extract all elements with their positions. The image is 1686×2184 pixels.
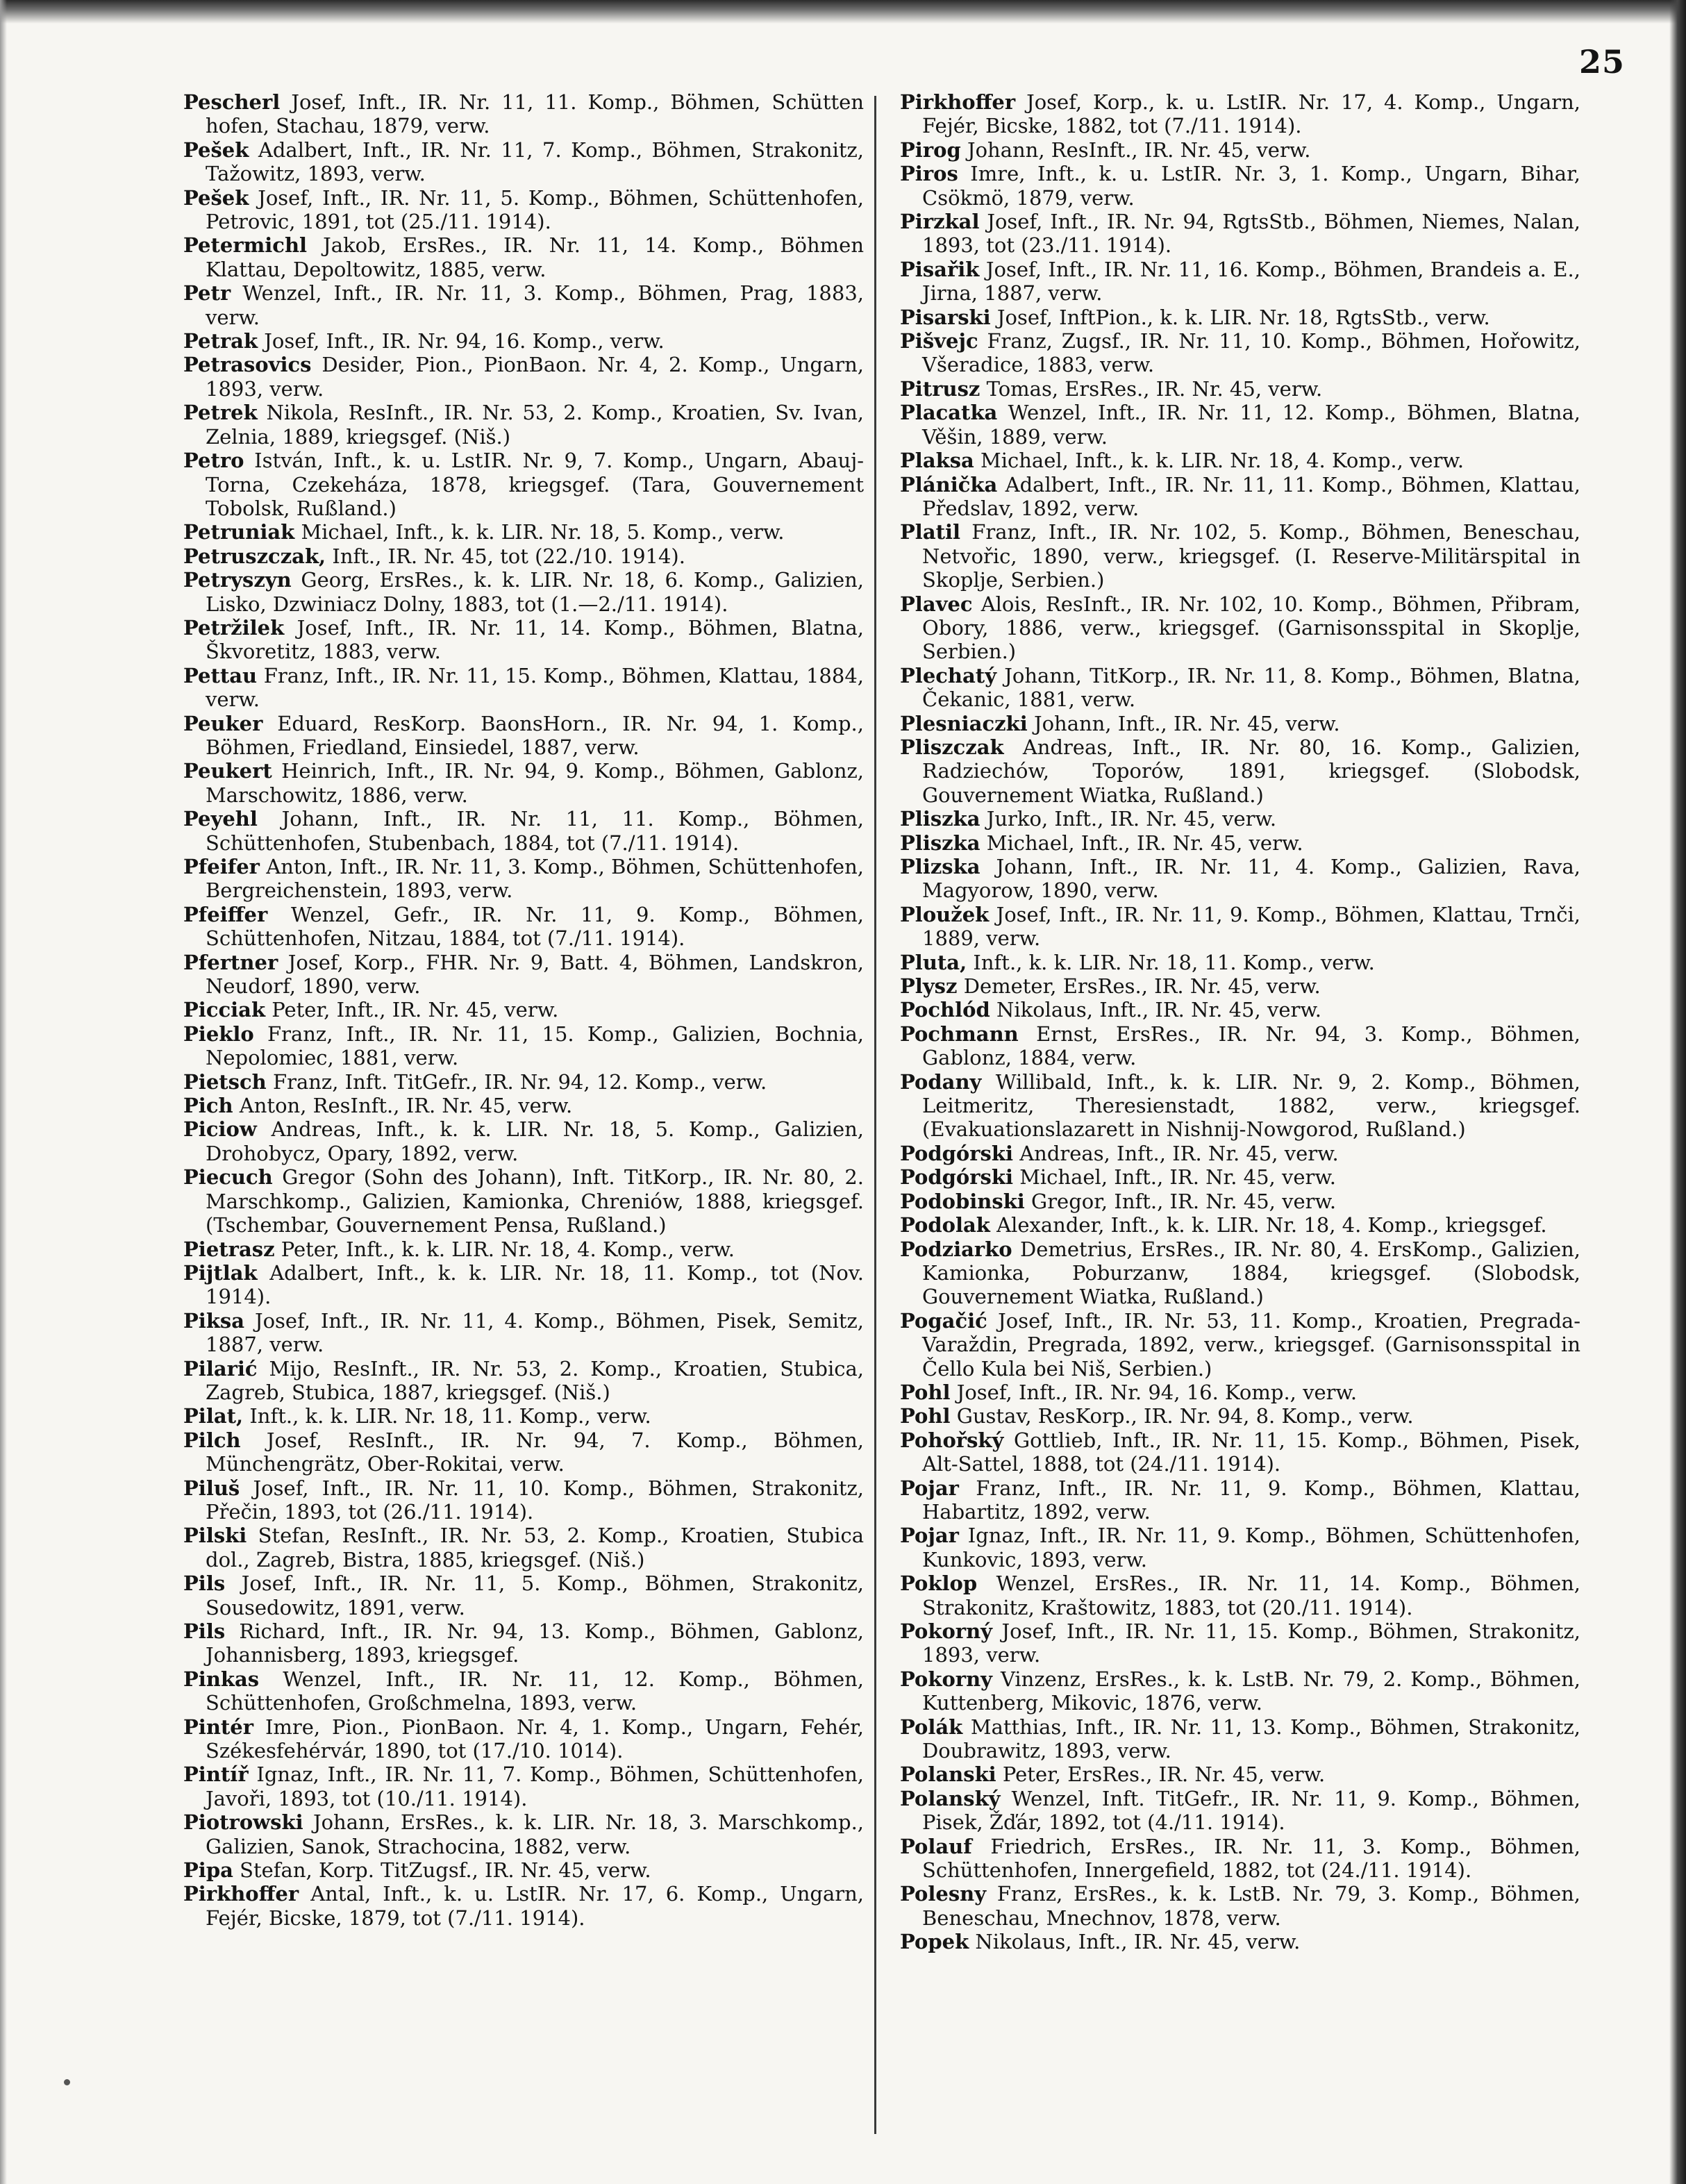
entry-details: Franz, Inft., IR. Nr. 11, 15. Komp., Böhmen, Klattau, 1884, verw. [206,663,865,712]
entry-details: Josef, Inft., IR. Nr. 11, 15. Komp., Böhmen, Strakonitz, 1893, verw. [922,1619,1580,1667]
entry-surname: Pogačić [900,1308,987,1333]
entry-details: Andreas, Inft., IR. Nr. 80, 16. Komp., Galizien, Radziechów, Toporów, 1891, kriegsgef. (Slobodsk, Gouvernement Wiatka, Rußland.) [922,735,1580,807]
entry-surname: Petro [183,449,244,473]
entry-surname: Pliszczak [900,735,1004,759]
entry-details: Georg, ErsRes., k. k. LIR. Nr. 18, 6. Komp., Galizien, Lisko, Dzwiniacz Dolny, 1883, tot (1.—2./11. 1914). [206,568,865,616]
entry-surname: Pešek [183,185,249,210]
entry-surname: Pijtlak [183,1260,258,1285]
entry-details: Alois, ResInft., IR. Nr. 102, 10. Komp., Böhmen, Přibram, Obory, 1886, verw., kriegsgef. (Garnisonsspital in Skoplje, Serbien.) [922,592,1580,664]
entry-details: Peter, ErsRes., IR. Nr. 45, verw. [1002,1762,1326,1787]
entry-surname: Piluš [183,1476,240,1500]
entry-details: Demetrius, ErsRes., IR. Nr. 80, 4. ErsKomp., Galizien, Kamionka, Poburzanw, 1884, kriegsgef. (Slobodsk, Gouvernement Wiatka, Rußland.) [922,1237,1580,1309]
entry-surname: Pojar [900,1476,959,1500]
entry-details: Richard, Inft., IR. Nr. 94, 13. Komp., Böhmen, Gablonz, Johannisberg, 1893, kriegsgef. [206,1619,864,1667]
register-entry [183,1715,864,1763]
entry-details: Josef, Inft., IR. Nr. 94, 16. Komp., verw. [956,1380,1358,1404]
left-column [183,90,864,1930]
register-entry [183,1117,864,1165]
entry-details: Wenzel, Inft., IR. Nr. 11, 12. Komp., Böhmen, Blatna, Věšin, 1889, verw. [922,401,1580,449]
entry-details: Gustav, ResKorp., IR. Nr. 94, 8. Komp., verw. [956,1404,1414,1428]
register-entry [183,353,864,401]
entry-surname: Pochmann [900,1022,1019,1046]
entry-details: Wenzel, Inft., IR. Nr. 11, 3. Komp., Böhmen, Prag, 1883, verw. [206,281,864,329]
entry-details: Andreas, Inft., k. k. LIR. Nr. 18, 5. Komp., Galizien, Drohobycz, Opary, 1892, verw. [206,1117,865,1165]
entry-surname: Peuker [183,711,263,735]
entry-surname: Pintér [183,1715,254,1739]
register-entry [900,1428,1580,1476]
register-entry [900,1572,1580,1619]
entry-surname: Pliszka [900,807,980,831]
register-entry [900,306,1580,329]
entry-surname: Pintíř [183,1762,249,1787]
entry-surname: Piecuch [183,1165,273,1190]
entry-surname: Pich [183,1094,233,1118]
register-entry [183,186,864,234]
register-entry [900,401,1580,449]
entry-surname: Pirzkal [900,210,980,234]
register-entry [900,1762,1580,1786]
entry-details: Gottlieb, Inft., IR. Nr. 11, 15. Komp., Böhmen, Pisek, Alt-Sattel, 1888, tot (24./11. 1914). [922,1428,1580,1476]
register-entry [900,1309,1580,1381]
column-divider [874,96,876,2134]
entry-surname: Pils [183,1619,226,1643]
entry-surname: Podolak [900,1213,990,1237]
entry-surname: Pojar [900,1524,959,1548]
entry-details: Eduard, ResKorp. BaonsHorn., IR. Nr. 94, 1. Komp., Böhmen, Friedland, Einsiedel, 1887, verw. [206,711,864,759]
entry-details: Josef, Inft., IR. Nr. 11, 14. Komp., Böhmen, Blatna, Škvoretitz, 1883, verw. [206,615,864,664]
entry-surname: Pirog [900,137,961,162]
register-entry [900,1787,1580,1835]
entry-surname: Peyehl [183,807,258,831]
register-entry [900,592,1580,664]
entry-surname: Polanski [900,1762,996,1787]
entry-surname: Picciak [183,998,266,1022]
entry-surname: Pokorny [900,1667,993,1691]
entry-surname: Pipa [183,1858,233,1883]
entry-details: Wenzel, Gefr., IR. Nr. 11, 9. Komp., Böhmen, Schüttenhofen, Nitzau, 1884, tot (7./11. 1914). [206,902,865,951]
entry-surname: Pluta, [900,950,967,974]
entry-details: Nikolaus, Inft., IR. Nr. 45, verw. [996,998,1321,1022]
register-entry [900,735,1580,807]
entry-details: Matthias, Inft., IR. Nr. 11, 13. Komp., Böhmen, Strakonitz, Doubrawitz, 1893, verw. [922,1715,1580,1763]
entry-details: Gregor, Inft., IR. Nr. 45, verw. [1031,1189,1337,1213]
entry-details: Jurko, Inft., IR. Nr. 45, verw. [986,807,1277,831]
entry-surname: Petrak [183,329,258,353]
entry-surname: Peukert [183,759,272,783]
register-entry [900,449,1580,472]
register-entry [183,138,864,186]
register-entry [183,401,864,449]
entry-surname: Podziarko [900,1237,1012,1261]
entry-details: Friedrich, ErsRes., IR. Nr. 11, 3. Komp., Böhmen, Schüttenhofen, Innergefield, 1882, tot (24./11. 1914). [922,1834,1581,1883]
entry-surname: Polauf [900,1834,972,1858]
register-entry [183,998,864,1022]
entry-details: Mijo, ResInft., IR. Nr. 53, 2. Komp., Kroatien, Stubica, Zagreb, Stubica, 1887, kriegsgef. (Niš.) [206,1356,865,1404]
register-entry [900,473,1580,521]
register-entry [183,712,864,760]
entry-details: Franz, ErsRes., k. k. LstB. Nr. 79, 3. Komp., Böhmen, Beneschau, Mnechnov, 1878, verw. [922,1882,1580,1930]
entry-details: Josef, Korp., k. u. LstIR. Nr. 17, 4. Komp., Ungarn, Fejér, Bicske, 1882, tot (7./11. 1914). [922,90,1581,138]
entry-details: Josef, Inft., IR. Nr. 53, 11. Komp., Kroatien, Pregrada-Varaždin, Pregrada, 1892, verw., kriegsgef. (Garnisonsspital in Čello Kula bei Niš, Serbien.) [922,1308,1580,1381]
entry-surname: Pilch [183,1428,241,1452]
entry-details: Inft., k. k. LIR. Nr. 18, 11. Komp., verw. [249,1404,651,1428]
register-entry [183,759,864,807]
register-entry [900,520,1580,592]
entry-details: Demeter, ErsRes., IR. Nr. 45, verw. [963,974,1321,999]
register-entry [900,831,1580,855]
scan-edge-right [1669,0,1686,2184]
register-entry [900,974,1580,998]
entry-surname: Polák [900,1715,963,1739]
register-entry [183,544,864,568]
register-entry [900,1381,1580,1404]
entry-surname: Pinkas [183,1667,260,1691]
entry-details: Wenzel, ErsRes., IR. Nr. 11, 14. Komp., Böhmen, Strakonitz, Kraštowitz, 1883, tot (20./11. 1914). [922,1572,1581,1619]
right-column [900,90,1580,1954]
entry-details: Michael, Inft., k. k. LIR. Nr. 18, 4. Komp., verw. [980,449,1464,473]
entry-surname: Pettau [183,663,258,687]
entry-details: Adalbert, Inft., k. k. LIR. Nr. 18, 11. Komp., tot (Nov. 1914). [206,1260,865,1309]
entry-details: Ignaz, Inft., IR. Nr. 11, 7. Komp., Böhmen, Schüttenhofen, Javoři, 1893, tot (10./11. 1914). [206,1762,865,1810]
entry-surname: Pfertner [183,950,278,974]
entry-details: Alexander, Inft., k. k. LIR. Nr. 18, 4. Komp., kriegsgef. [996,1213,1547,1237]
entry-surname: Piros [900,162,958,186]
entry-surname: Pliszka [900,831,980,855]
register-entry [183,1094,864,1117]
register-entry [900,377,1580,401]
register-entry [900,162,1580,210]
entry-details: Franz, Inft., IR. Nr. 102, 5. Komp., Böhmen, Beneschau, Netvořic, 1890, verw., kriegsgef. (I. Reserve-Militärspital in Skoplje, Serbien.) [922,520,1580,592]
entry-details: Wenzel, Inft., IR. Nr. 11, 12. Komp., Böhmen, Schüttenhofen, Großchmelna, 1893, verw. [206,1667,864,1715]
entry-details: Wenzel, Inft. TitGefr., IR. Nr. 11, 9. Komp., Böhmen, Pisek, Žďár, 1892, tot (4./11. 1914). [922,1786,1580,1835]
entry-surname: Podobinski [900,1189,1025,1213]
entry-surname: Pohořský [900,1428,1004,1452]
entry-details: Tomas, ErsRes., IR. Nr. 45, verw. [986,376,1323,401]
entry-surname: Pisarski [900,305,991,329]
register-entry [900,1022,1580,1070]
entry-details: Anton, ResInft., IR. Nr. 45, verw. [239,1094,573,1118]
register-entry [900,1404,1580,1428]
entry-details: Josef, ResInft., IR. Nr. 94, 7. Komp., Böhmen, Münchengrätz, Ober-Rokitai, verw. [206,1428,865,1476]
entry-details: Johann, Inft., IR. Nr. 45, verw. [1033,711,1340,735]
register-entry [900,329,1580,377]
register-entry [900,138,1580,162]
entry-details: Johann, Inft., IR. Nr. 11, 4. Komp., Galizien, Rava, Magyorow, 1890, verw. [922,855,1581,903]
entry-surname: Pietrasz [183,1237,275,1261]
register-entry [900,1165,1580,1189]
entry-surname: Pišvejc [900,329,978,353]
entry-surname: Pfeifer [183,855,260,878]
entry-details: Franz, Zugsf., IR. Nr. 11, 10. Komp., Böhmen, Hořowitz, Všeradice, 1883, verw. [922,329,1581,377]
entry-surname: Pirkhoffer [183,1882,299,1906]
entry-surname: Plaksa [900,449,974,473]
entry-surname: Pohl [900,1404,951,1428]
entry-details: Josef, Inft., IR. Nr. 11, 4. Komp., Böhmen, Pisek, Semitz, 1887, verw. [206,1308,865,1357]
entry-details: Josef, Inft., IR. Nr. 94, RgtsStb., Böhmen, Niemes, Nalan, 1893, tot (23./11. 1914). [922,210,1580,258]
register-entry [183,568,864,616]
entry-details: Josef, Inft., IR. Nr. 11, 16. Komp., Böhmen, Brandeis a. E., Jirna, 1887, verw. [922,257,1580,306]
register-entry [900,90,1580,138]
register-entry [183,1810,864,1858]
entry-details: Josef, InftPion., k. k. LIR. Nr. 18, RgtsStb., verw. [996,305,1490,329]
entry-details: Adalbert, Inft., IR. Nr. 11, 11. Komp., Böhmen, Klattau, Předslav, 1892, verw. [922,472,1580,520]
entry-surname: Petermichl [183,233,308,258]
entry-details: Michael, Inft., k. k. LIR. Nr. 18, 5. Komp., verw. [301,520,785,544]
entry-surname: Petr [183,281,231,306]
register-entry [900,1619,1580,1667]
entry-surname: Plysz [900,974,958,999]
entry-surname: Piciow [183,1117,257,1142]
entry-details: Willibald, Inft., k. k. LIR. Nr. 9, 2. Komp., Böhmen, Leitmeritz, Theresienstadt, 1882, verw., kriegsgef. (Evakuationslazarett in Nishnij-Nowgorod, Rußland.) [922,1069,1580,1142]
entry-details: Josef, Inft., IR. Nr. 94, 16. Komp., verw. [264,329,665,353]
entry-surname: Pils [183,1572,226,1596]
scan-speck [64,2079,70,2085]
entry-details: Stefan, Korp. TitZugsf., IR. Nr. 45, verw. [240,1858,651,1883]
entry-details: Desider, Pion., PionBaon. Nr. 4, 2. Komp., Ungarn, 1893, verw. [206,353,864,401]
entry-surname: Ploužek [900,902,990,926]
register-entry [900,951,1580,974]
entry-surname: Pisařik [900,257,980,281]
scan-edge-left [0,0,7,2184]
entry-details: Jakob, ErsRes., IR. Nr. 11, 14. Komp., Böhmen Klattau, Depoltowitz, 1885, verw. [206,233,865,281]
entry-surname: Petryszyn [183,568,292,592]
register-entry [900,1715,1580,1763]
entry-details: Peter, Inft., IR. Nr. 45, verw. [272,998,559,1022]
entry-details: Franz, Inft., IR. Nr. 11, 15. Komp., Galizien, Bochnia, Nepolomiec, 1881, verw. [206,1022,865,1070]
entry-surname: Plizska [900,855,980,878]
entry-surname: Podany [900,1069,982,1094]
register-entry [183,664,864,712]
entry-surname: Pešek [183,137,249,162]
entry-details: Josef, Korp., FHR. Nr. 9, Batt. 4, Böhmen, Landskron, Neudorf, 1890, verw. [206,950,865,999]
register-entry [183,1619,864,1667]
entry-surname: Polesny [900,1882,987,1906]
register-entry [183,1022,864,1070]
register-entry [900,998,1580,1022]
register-entry [900,1476,1580,1524]
entry-details: Josef, Inft., IR. Nr. 11, 9. Komp., Böhmen, Klattau, Trnči, 1889, verw. [922,902,1580,951]
entry-surname: Piksa [183,1308,245,1333]
register-entry [183,520,864,544]
register-entry [900,712,1580,735]
entry-surname: Pieklo [183,1022,254,1046]
entry-surname: Petruniak [183,520,295,544]
entry-details: Josef, Inft., IR. Nr. 11, 10. Komp., Böhmen, Strakonitz, Přečin, 1893, tot (26./11. 1914). [206,1476,864,1524]
entry-surname: Platil [900,520,961,544]
entry-surname: Podgórski [900,1165,1013,1190]
entry-surname: Pitrusz [900,376,980,401]
register-entry [900,1213,1580,1237]
entry-surname: Placatka [900,401,998,425]
entry-details: Josef, Inft., IR. Nr. 11, 5. Komp., Böhmen, Strakonitz, Sousedowitz, 1891, verw. [206,1572,864,1619]
register-entry [183,329,864,353]
register-entry [183,855,864,903]
entry-details: Ignaz, Inft., IR. Nr. 11, 9. Komp., Böhmen, Schüttenhofen, Kunkovic, 1893, verw. [922,1524,1581,1572]
register-entry [900,1524,1580,1572]
register-entry [900,1070,1580,1142]
entry-surname: Pokorný [900,1619,993,1643]
entry-surname: Pochlód [900,998,990,1022]
entry-details: Inft., IR. Nr. 45, tot (22./10. 1914). [332,544,685,568]
register-entry [900,1835,1580,1883]
register-entry [900,1142,1580,1165]
entry-details: Johann, ResInft., IR. Nr. 45, verw. [967,137,1311,162]
entry-details: Adalbert, Inft., IR. Nr. 11, 7. Komp., Böhmen, Strakonitz, Tažowitz, 1893, verw. [206,137,864,186]
register-entry [900,664,1580,712]
entry-surname: Plesniaczki [900,711,1028,735]
entry-surname: Pescherl [183,90,281,114]
register-entry [900,258,1580,306]
entry-surname: Podgórski [900,1141,1013,1165]
register-entry [900,1237,1580,1309]
entry-details: Ernst, ErsRes., IR. Nr. 94, 3. Komp., Böhmen, Gablonz, 1884, verw. [922,1022,1580,1070]
entry-details: Johann, TitKorp., IR. Nr. 11, 8. Komp., Böhmen, Blatna, Čekanic, 1881, verw. [922,663,1581,712]
register-entry [900,855,1580,903]
entry-details: Inft., k. k. LIR. Nr. 18, 11. Komp., verw. [973,950,1375,974]
entry-surname: Pilski [183,1524,247,1548]
entry-details: Michael, Inft., IR. Nr. 45, verw. [1019,1165,1336,1190]
entry-surname: Petruszczak, [183,544,326,568]
register-entry [900,1667,1580,1715]
register-entry [183,903,864,951]
register-entry [183,1237,864,1261]
entry-details: Josef, Inft., IR. Nr. 11, 5. Komp., Böhmen, Schüttenhofen, Petrovic, 1891, tot (25./11. 1914). [206,185,864,234]
entry-details: István, Inft., k. u. LstIR. Nr. 9, 7. Komp., Ungarn, Abauj-Torna, Czekeháza, 1878, kriegsgef. (Tara, Gouvernement Tobolsk, Rußland.) [206,449,865,520]
entry-surname: Piotrowski [183,1810,303,1835]
entry-details: Johann, ErsRes., k. k. LIR. Nr. 18, 3. Marschkomp., Galizien, Sanok, Strachocina, 1882, verw. [206,1810,865,1858]
register-entry [183,1428,864,1476]
register-entry [183,1357,864,1405]
register-entry [183,1476,864,1524]
scan-edge-top [0,0,1686,24]
register-entry [900,807,1580,831]
entry-surname: Pietsch [183,1069,267,1094]
register-entry [183,1762,864,1810]
entry-details: Franz, Inft., IR. Nr. 11, 9. Komp., Böhmen, Klattau, Habartitz, 1892, verw. [922,1476,1580,1524]
entry-surname: Plavec [900,592,973,616]
entry-details: Franz, Inft. TitGefr., IR. Nr. 94, 12. Komp., verw. [272,1069,767,1094]
register-entry [900,903,1580,951]
entry-surname: Petržilek [183,615,285,640]
entry-details: Imre, Pion., PionBaon. Nr. 4, 1. Komp., Ungarn, Fehér, Székesfehérvár, 1890, tot (17./10. 1014). [206,1715,865,1763]
entry-details: Nikolaus, Inft., IR. Nr. 45, verw. [975,1930,1301,1954]
entry-surname: Plechatý [900,663,997,687]
entry-details: Andreas, Inft., IR. Nr. 45, verw. [1019,1141,1339,1165]
entry-details: Imre, Inft., k. u. LstIR. Nr. 3, 1. Komp., Ungarn, Bihar, Csökmö, 1879, verw. [922,162,1580,210]
register-entry [900,1882,1580,1930]
register-entry [183,1667,864,1715]
entry-surname: Pfeiffer [183,902,268,926]
register-entry [183,1882,864,1930]
register-entry [183,281,864,329]
entry-details: Gregor (Sohn des Johann), Inft. TitKorp., IR. Nr. 80, 2. Marschkomp., Galizien, Kamionka, Chreniów, 1888, kriegsgef. (Tschembar, Gouvernement Pensa, Rußland.) [206,1165,864,1237]
register-entry [900,1190,1580,1213]
register-entry [183,90,864,138]
entry-surname: Polanský [900,1786,1001,1810]
register-entry [183,1404,864,1428]
register-entry [183,616,864,664]
entry-surname: Popek [900,1930,969,1954]
page-number: 25 [1578,43,1625,81]
register-entry [900,210,1580,258]
entry-details: Antal, Inft., k. u. LstIR. Nr. 17, 6. Komp., Ungarn, Fejér, Bicske, 1879, tot (7./11. 1914). [206,1882,865,1930]
register-entry [900,1930,1580,1953]
register-entry [183,1572,864,1619]
register-entry [183,1858,864,1882]
register-entry [183,807,864,855]
entry-surname: Pirkhoffer [900,90,1016,114]
entry-details: Michael, Inft., IR. Nr. 45, verw. [986,831,1303,855]
entry-details: Stefan, ResInft., IR. Nr. 53, 2. Komp., Kroatien, Stubica dol., Zagreb, Bistra, 1885, kriegsgef. (Niš.) [206,1524,864,1572]
entry-surname: Poklop [900,1572,978,1596]
entry-details: Anton, Inft., IR. Nr. 11, 3. Komp., Böhmen, Schüttenhofen, Bergreichenstein, 1893, verw. [206,855,864,903]
register-entry [183,449,864,520]
entry-details: Vinzenz, ErsRes., k. k. LstB. Nr. 79, 2. Komp., Böhmen, Kuttenberg, Mikovic, 1876, verw. [922,1667,1581,1715]
entry-surname: Pohl [900,1380,951,1404]
register-entry [183,1165,864,1237]
entry-details: Josef, Inft., IR. Nr. 11, 11. Komp., Böhmen, Schütten hofen, Stachau, 1879, verw. [206,90,865,138]
entry-surname: Pilat, [183,1404,244,1428]
register-entry [183,1524,864,1572]
register-entry [183,1070,864,1094]
register-entry [183,951,864,999]
entry-surname: Petrasovics [183,353,312,377]
entry-surname: Plánička [900,472,998,497]
entry-details: Heinrich, Inft., IR. Nr. 94, 9. Komp., Böhmen, Gablonz, Marschowitz, 1886, verw. [206,759,864,807]
register-entry [183,233,864,281]
entry-surname: Petrek [183,401,258,425]
entry-surname: Pilarić [183,1356,258,1381]
entry-details: Nikola, ResInft., IR. Nr. 53, 2. Komp., Kroatien, Sv. Ivan, Zelnia, 1889, kriegsgef. (Niš.) [206,401,864,449]
entry-details: Johann, Inft., IR. Nr. 11, 11. Komp., Böhmen, Schüttenhofen, Stubenbach, 1884, tot (7./11. 1914). [206,807,865,855]
entry-details: Peter, Inft., k. k. LIR. Nr. 18, 4. Komp., verw. [281,1237,735,1261]
register-entry [183,1309,864,1357]
register-entry [183,1261,864,1309]
